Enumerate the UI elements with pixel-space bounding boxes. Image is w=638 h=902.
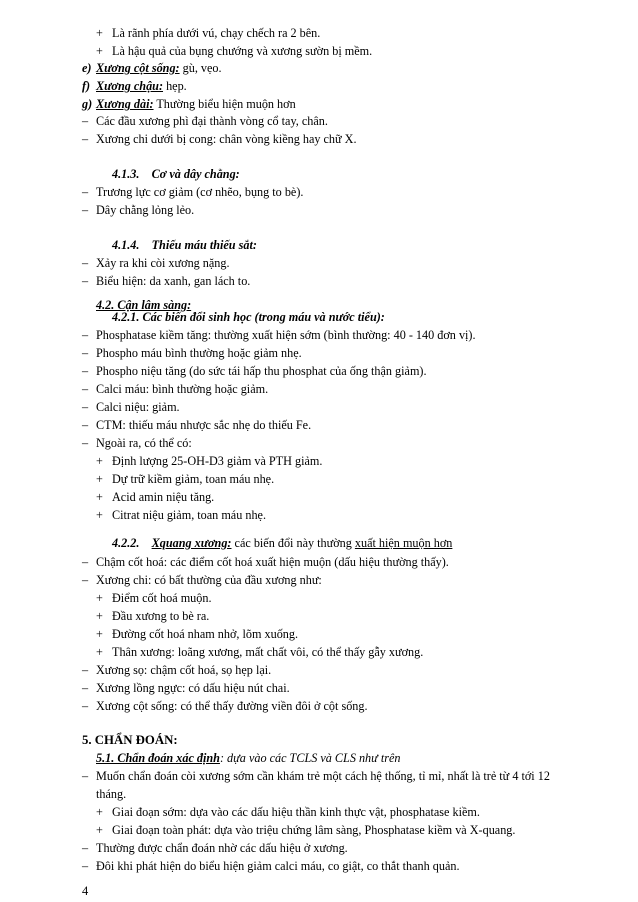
chapter-heading: 5. CHẨN ĐOÁN: [82, 733, 178, 747]
list-item: Xương cột sống: có thể thấy đường viền đôi ở cột sống. [96, 699, 368, 713]
list-item: Phosphatase kiềm tăng: thường xuất hiện sớm (bình thường: 40 - 140 đơn vị). [96, 328, 476, 342]
list-item: Là hậu quả của bụng chướng và xương sườn bị mềm. [112, 44, 373, 58]
list-item: Xương lồng ngực: có dấu hiệu nút chai. [96, 681, 290, 695]
list-item: Ngoài ra, có thể có: [96, 436, 192, 450]
list-item: Calci máu: bình thường hoặc giảm. [96, 382, 269, 396]
list-item: Đường cốt hoá nham nhở, lõm xuống. [112, 627, 299, 641]
section-title: Xquang xương: [151, 536, 232, 550]
section-title: Cơ và dây chằng: [151, 167, 240, 181]
section-number: 4.2.2. [112, 536, 140, 550]
dash-marker: – [82, 328, 89, 342]
term: Xương dài: [96, 97, 154, 111]
subsection-heading [112, 536, 452, 550]
list-item: Acid amin niệu tăng. [112, 490, 215, 504]
dash-marker: – [82, 699, 89, 713]
dash-marker: – [82, 114, 89, 128]
item-label: e) [82, 61, 92, 75]
list-item: Dây chằng lỏng lẻo. [96, 203, 195, 217]
list-item: Thường được chẩn đoán nhờ các dấu hiệu ở xương. [96, 841, 348, 855]
section-heading: 4.2. Cận lâm sàng: [96, 298, 192, 312]
list-item: Calci niệu: giảm. [96, 400, 180, 414]
list-item: Dự trữ kiềm giảm, toan máu nhẹ. [112, 472, 275, 486]
dash-marker: – [82, 663, 89, 677]
dash-marker: – [82, 346, 89, 360]
list-item: Giai đoạn sớm: dựa vào các dấu hiệu thần kinh thực vật, phosphatase kiềm. [112, 805, 480, 819]
dash-marker: – [82, 555, 89, 569]
plus-marker: + [96, 627, 103, 641]
dash-marker: – [82, 418, 89, 432]
list-item [96, 61, 222, 75]
term-desc: gù, vẹo. [179, 61, 222, 75]
item-label: f) [82, 79, 91, 93]
list-item: Giai đoạn toàn phát: dựa vào triệu chứng lâm sàng, Phosphatase kiềm và X-quang. [112, 823, 516, 837]
plus-marker: + [96, 490, 103, 504]
dash-marker: – [82, 859, 89, 873]
plus-marker: + [96, 591, 103, 605]
list-item: Thân xương: loãng xương, mất chất vôi, có thể thấy gẫy xương. [112, 645, 424, 659]
dash-marker: – [82, 769, 89, 783]
term: Xương cột sống: [96, 61, 180, 75]
list-item [96, 97, 296, 111]
dash-marker: – [82, 364, 89, 378]
underlined-phrase: xuất hiện muộn hơn [354, 536, 453, 550]
dash-marker: – [82, 400, 89, 414]
subsection-heading [96, 751, 400, 765]
list-item: Điểm cốt hoá muộn. [112, 591, 212, 605]
dash-marker: – [82, 436, 89, 450]
list-item: Định lượng 25-OH-D3 giảm và PTH giảm. [112, 454, 323, 468]
list-item: CTM: thiếu máu nhược sắc nhẹ do thiếu Fe. [96, 418, 312, 432]
list-item: Các đầu xương phì đại thành vòng cổ tay, chân. [96, 114, 328, 128]
list-item: Muốn chẩn đoán còi xương sớm cần khám trẻ một cách hệ thống, tỉ mỉ, nhất là trẻ từ 4 tới 12 [96, 769, 550, 783]
section-title: Thiếu máu thiếu sắt: [151, 238, 257, 252]
section-heading [112, 238, 257, 252]
list-item: Xương chi: có bất thường của đầu xương như: [96, 573, 322, 587]
dash-marker: – [82, 203, 89, 217]
section-desc: các biến đổi này thường [231, 536, 355, 550]
section-desc: : dựa vào các TCLS và CLS như trên [219, 751, 401, 765]
list-item: Đôi khi phát hiện do biểu hiện giảm calci máu, co giật, co thắt thanh quản. [96, 859, 460, 873]
list-item: Citrat niệu giảm, toan máu nhẹ. [112, 508, 266, 522]
plus-marker: + [96, 645, 103, 659]
list-item: Xương sọ: chậm cốt hoá, sọ hẹp lại. [96, 663, 272, 677]
plus-marker: + [96, 805, 103, 819]
dash-marker: – [82, 382, 89, 396]
dash-marker: – [82, 132, 89, 146]
dash-marker: – [82, 185, 89, 199]
term: Xương chậu: [96, 79, 164, 93]
plus-marker: + [96, 508, 103, 522]
dash-marker: – [82, 256, 89, 270]
plus-marker: + [96, 26, 103, 40]
term-desc: Thường biểu hiện muộn hơn [153, 97, 296, 111]
section-number: 4.1.3. [112, 167, 140, 181]
dash-marker: – [82, 841, 89, 855]
dash-marker: – [82, 573, 89, 587]
list-item: Là rãnh phía dưới vú, chạy chếch ra 2 bên. [112, 26, 321, 40]
section-heading [112, 167, 240, 181]
plus-marker: + [96, 454, 103, 468]
list-item: Phospho niệu tăng (do sức tái hấp thu phosphat của ống thận giảm). [96, 364, 427, 378]
section-number: 4.1.4. [112, 238, 140, 252]
section-title: 5.1. Chẩn đoán xác định [96, 751, 220, 765]
dash-marker: – [82, 681, 89, 695]
list-item: Chậm cốt hoá: các điểm cốt hoá xuất hiện muộn (dấu hiệu thường thấy). [96, 555, 449, 569]
term-desc: hẹp. [163, 79, 187, 93]
dash-marker: – [82, 274, 89, 288]
plus-marker: + [96, 472, 103, 486]
item-label: g) [82, 97, 93, 111]
page-number: 4 [82, 884, 89, 898]
plus-marker: + [96, 823, 103, 837]
list-item-continuation: tháng. [96, 787, 127, 801]
list-item: Xương chi dưới bị cong: chân vòng kiềng hay chữ X. [96, 132, 357, 146]
list-item: Phospho máu bình thường hoặc giảm nhẹ. [96, 346, 302, 360]
list-item: Trương lực cơ giảm (cơ nhẽo, bụng to bè). [96, 185, 304, 199]
plus-marker: + [96, 44, 103, 58]
subsection-heading: 4.2.1. Các biến đổi sinh học (trong máu và nước tiểu): [112, 310, 385, 324]
list-item: Biểu hiện: da xanh, gan lách to. [96, 274, 251, 288]
list-item: Xảy ra khi còi xương nặng. [96, 256, 230, 270]
plus-marker: + [96, 609, 103, 623]
list-item [96, 79, 187, 93]
list-item: Đầu xương to bè ra. [112, 609, 210, 623]
